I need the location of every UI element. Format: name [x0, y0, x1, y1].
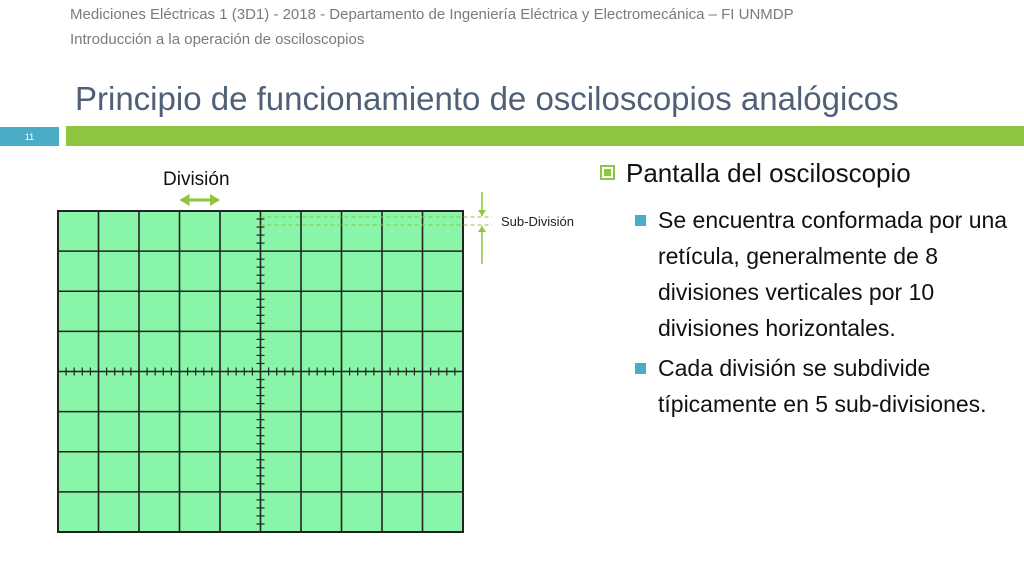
arrow-head-icon [478, 226, 486, 232]
slide-number: 11 [0, 127, 59, 146]
bullet-square-icon [600, 165, 615, 180]
bullet-square-icon [635, 363, 646, 374]
arrow-head-icon [180, 194, 190, 206]
arrow-head-icon [210, 194, 220, 206]
bullet-square-icon [635, 215, 646, 226]
header-topic-line: Introducción a la operación de osciloscopios [70, 31, 365, 48]
sub-bullet-item [598, 202, 1008, 346]
sub-bullet-item [598, 350, 1008, 422]
slide-title: Principio de funcionamiento de osciloscopios analógicos [75, 80, 899, 117]
division-label: División [163, 169, 230, 190]
content-panel [598, 156, 1008, 422]
main-bullet [598, 156, 1008, 190]
arrow-head-icon [478, 210, 486, 216]
sub-bullet-list [598, 202, 1008, 422]
sub-bullet-text: Cada división se subdivide típicamente en 5 sub-divisiones. [658, 355, 987, 417]
header-course-line: Mediciones Eléctricas 1 (3D1) - 2018 - Departamento de Ingeniería Eléctrica y Electromecánica – FI UNMDP [70, 6, 794, 23]
main-bullet-text: Pantalla del osciloscopio [626, 158, 911, 188]
sub-bullet-text: Se encuentra conformada por una retícula, generalmente de 8 divisiones verticales por 10 divisiones horizontales. [658, 207, 1008, 341]
subdivision-label: Sub-División [501, 214, 574, 229]
